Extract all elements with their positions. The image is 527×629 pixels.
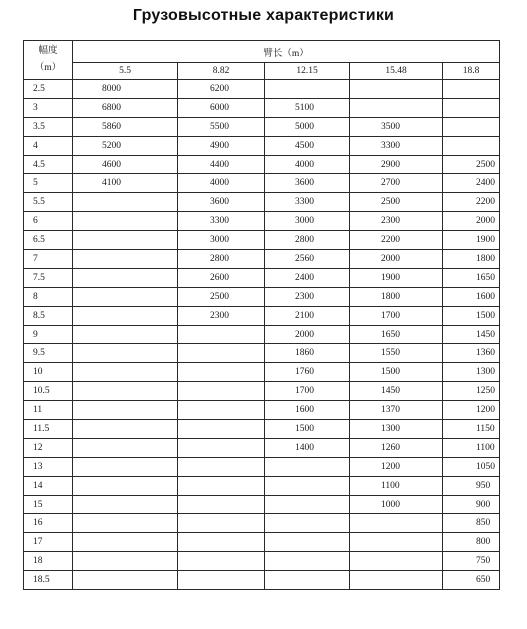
load-value-cell: 1900 (443, 231, 500, 250)
load-value-cell: 2300 (178, 306, 265, 325)
radius-cell: 12 (24, 438, 73, 457)
load-value-cell: 1200 (443, 401, 500, 420)
load-value-cell: 5100 (265, 98, 350, 117)
table-body (24, 80, 500, 590)
table-row (24, 268, 500, 287)
radius-cell: 10.5 (24, 382, 73, 401)
boom-length-col-5: 18.8 (443, 63, 500, 80)
load-value-cell: 3300 (350, 136, 443, 155)
load-value-cell (443, 136, 500, 155)
radius-cell: 2.5 (24, 80, 73, 99)
load-value-cell (73, 401, 178, 420)
load-value-cell: 1600 (443, 287, 500, 306)
load-value-cell: 1300 (443, 363, 500, 382)
load-value-cell (178, 552, 265, 571)
table-row (24, 401, 500, 420)
load-value-cell: 2300 (350, 212, 443, 231)
table-row (24, 363, 500, 382)
radius-cell: 7.5 (24, 268, 73, 287)
load-value-cell: 3500 (350, 117, 443, 136)
table-row (24, 514, 500, 533)
load-value-cell: 3000 (178, 231, 265, 250)
load-value-cell (73, 363, 178, 382)
load-value-cell: 2900 (350, 155, 443, 174)
table-row (24, 344, 500, 363)
load-value-cell (265, 533, 350, 552)
table-row (24, 155, 500, 174)
load-value-cell: 8000 (73, 80, 178, 99)
load-value-cell (178, 344, 265, 363)
load-value-cell: 3300 (265, 193, 350, 212)
radius-cell: 17 (24, 533, 73, 552)
load-value-cell (73, 268, 178, 287)
table-row (24, 80, 500, 99)
load-value-cell (178, 514, 265, 533)
load-value-cell: 1360 (443, 344, 500, 363)
load-value-cell: 2500 (443, 155, 500, 174)
load-value-cell: 1500 (265, 420, 350, 439)
load-value-cell: 2800 (265, 231, 350, 250)
load-value-cell (178, 571, 265, 590)
page-title: Грузовысотные характеристики (132, 7, 395, 24)
load-chart-table (23, 40, 500, 590)
load-value-cell: 2200 (350, 231, 443, 250)
boom-length-col-4: 15.48 (350, 63, 443, 80)
load-value-cell (73, 533, 178, 552)
load-value-cell: 3600 (265, 174, 350, 193)
radius-cell: 14 (24, 476, 73, 495)
table-row (24, 420, 500, 439)
radius-cell: 3 (24, 98, 73, 117)
load-value-cell: 5500 (178, 117, 265, 136)
table-row (24, 438, 500, 457)
load-value-cell (350, 533, 443, 552)
load-value-cell (73, 250, 178, 269)
load-value-cell: 1300 (350, 420, 443, 439)
load-value-cell: 1650 (350, 325, 443, 344)
table-row (24, 457, 500, 476)
boom-length-header: 臂长（m） (73, 41, 500, 63)
table-row (24, 552, 500, 571)
radius-cell: 16 (24, 514, 73, 533)
load-value-cell: 1550 (350, 344, 443, 363)
load-value-cell (73, 306, 178, 325)
load-value-cell: 1700 (350, 306, 443, 325)
load-value-cell: 2100 (265, 306, 350, 325)
table-row (24, 533, 500, 552)
load-value-cell (178, 420, 265, 439)
header-row-group (24, 41, 500, 63)
load-value-cell: 1650 (443, 268, 500, 287)
load-value-cell: 2400 (443, 174, 500, 193)
load-value-cell: 6800 (73, 98, 178, 117)
load-value-cell: 2560 (265, 250, 350, 269)
load-value-cell: 1500 (350, 363, 443, 382)
load-value-cell (350, 514, 443, 533)
load-value-cell (178, 382, 265, 401)
load-value-cell (73, 212, 178, 231)
load-value-cell (73, 344, 178, 363)
load-value-cell (265, 80, 350, 99)
load-value-cell (265, 457, 350, 476)
radius-header (24, 41, 73, 80)
radius-cell: 10 (24, 363, 73, 382)
load-value-cell: 1050 (443, 457, 500, 476)
header-row-lengths (24, 63, 500, 80)
load-value-cell (73, 495, 178, 514)
load-value-cell (73, 231, 178, 250)
load-value-cell (265, 495, 350, 514)
load-value-cell: 1100 (443, 438, 500, 457)
load-value-cell (265, 476, 350, 495)
load-value-cell: 2000 (350, 250, 443, 269)
load-value-cell: 4600 (73, 155, 178, 174)
radius-cell: 15 (24, 495, 73, 514)
load-value-cell (265, 514, 350, 533)
load-value-cell: 1450 (350, 382, 443, 401)
load-value-cell (73, 476, 178, 495)
load-value-cell (178, 533, 265, 552)
radius-cell: 7 (24, 250, 73, 269)
load-value-cell: 4400 (178, 155, 265, 174)
radius-cell: 13 (24, 457, 73, 476)
radius-cell: 8.5 (24, 306, 73, 325)
radius-cell: 9.5 (24, 344, 73, 363)
load-value-cell: 2800 (178, 250, 265, 269)
load-value-cell (350, 80, 443, 99)
load-value-cell: 1260 (350, 438, 443, 457)
load-value-cell: 3600 (178, 193, 265, 212)
load-value-cell: 1500 (443, 306, 500, 325)
radius-header-label: 幅度 (38, 46, 58, 56)
load-value-cell: 2600 (178, 268, 265, 287)
load-value-cell (178, 325, 265, 344)
load-value-cell: 2200 (443, 193, 500, 212)
load-value-cell: 1000 (350, 495, 443, 514)
load-value-cell (73, 457, 178, 476)
radius-cell: 4 (24, 136, 73, 155)
load-value-cell: 4000 (178, 174, 265, 193)
radius-cell: 5 (24, 174, 73, 193)
load-value-cell (443, 117, 500, 136)
radius-header-unit: （m） (34, 63, 62, 73)
load-value-cell: 2300 (265, 287, 350, 306)
load-value-cell: 4500 (265, 136, 350, 155)
radius-cell: 6.5 (24, 231, 73, 250)
load-value-cell: 2500 (178, 287, 265, 306)
load-value-cell: 900 (443, 495, 500, 514)
load-value-cell (178, 476, 265, 495)
load-value-cell (178, 495, 265, 514)
radius-cell: 5.5 (24, 193, 73, 212)
table-row (24, 325, 500, 344)
load-value-cell: 1900 (350, 268, 443, 287)
radius-cell: 9 (24, 325, 73, 344)
boom-length-col-2: 8.82 (178, 63, 265, 80)
radius-cell: 18.5 (24, 571, 73, 590)
load-value-cell (73, 420, 178, 439)
load-value-cell (265, 571, 350, 590)
table-row (24, 174, 500, 193)
load-value-cell (350, 98, 443, 117)
load-value-cell (443, 80, 500, 99)
table-row (24, 571, 500, 590)
load-value-cell: 1600 (265, 401, 350, 420)
load-value-cell: 1150 (443, 420, 500, 439)
radius-cell: 3.5 (24, 117, 73, 136)
table-row (24, 212, 500, 231)
table-row (24, 382, 500, 401)
boom-length-col-1: 5.5 (73, 63, 178, 80)
load-value-cell: 2500 (350, 193, 443, 212)
load-value-cell: 1370 (350, 401, 443, 420)
load-value-cell: 1400 (265, 438, 350, 457)
table-row (24, 287, 500, 306)
load-value-cell: 2400 (265, 268, 350, 287)
load-value-cell (178, 363, 265, 382)
load-value-cell: 1800 (443, 250, 500, 269)
radius-cell: 4.5 (24, 155, 73, 174)
load-value-cell: 5000 (265, 117, 350, 136)
radius-cell: 6 (24, 212, 73, 231)
table-row (24, 136, 500, 155)
load-value-cell: 1100 (350, 476, 443, 495)
load-value-cell: 4000 (265, 155, 350, 174)
load-value-cell: 950 (443, 476, 500, 495)
table-row (24, 193, 500, 212)
load-value-cell (73, 552, 178, 571)
load-value-cell: 4100 (73, 174, 178, 193)
radius-cell: 11 (24, 401, 73, 420)
load-value-cell (73, 571, 178, 590)
radius-cell: 11.5 (24, 420, 73, 439)
load-value-cell (73, 438, 178, 457)
table-row (24, 117, 500, 136)
table-row (24, 495, 500, 514)
load-value-cell (73, 382, 178, 401)
load-value-cell: 800 (443, 533, 500, 552)
radius-cell: 8 (24, 287, 73, 306)
load-value-cell: 850 (443, 514, 500, 533)
load-value-cell (178, 457, 265, 476)
load-value-cell (73, 287, 178, 306)
table-row (24, 231, 500, 250)
load-value-cell: 1800 (350, 287, 443, 306)
load-value-cell (73, 193, 178, 212)
load-value-cell: 3300 (178, 212, 265, 231)
load-value-cell: 2000 (443, 212, 500, 231)
load-value-cell (350, 552, 443, 571)
load-value-cell: 5200 (73, 136, 178, 155)
load-value-cell: 6000 (178, 98, 265, 117)
load-value-cell: 2000 (265, 325, 350, 344)
load-value-cell (443, 98, 500, 117)
table-header (24, 41, 500, 80)
load-value-cell (178, 401, 265, 420)
load-value-cell: 3000 (265, 212, 350, 231)
load-value-cell: 750 (443, 552, 500, 571)
load-value-cell: 2700 (350, 174, 443, 193)
load-value-cell: 5860 (73, 117, 178, 136)
load-value-cell: 4900 (178, 136, 265, 155)
table-row (24, 250, 500, 269)
table-row (24, 98, 500, 117)
table-row (24, 306, 500, 325)
load-value-cell: 6200 (178, 80, 265, 99)
load-value-cell (350, 571, 443, 590)
load-value-cell: 1760 (265, 363, 350, 382)
load-value-cell (73, 514, 178, 533)
table-row (24, 476, 500, 495)
load-value-cell: 1250 (443, 382, 500, 401)
load-value-cell: 1700 (265, 382, 350, 401)
load-value-cell: 1200 (350, 457, 443, 476)
load-value-cell: 650 (443, 571, 500, 590)
load-value-cell (265, 552, 350, 571)
load-value-cell: 1450 (443, 325, 500, 344)
load-value-cell (178, 438, 265, 457)
boom-length-col-3: 12.15 (265, 63, 350, 80)
load-value-cell: 1860 (265, 344, 350, 363)
radius-cell: 18 (24, 552, 73, 571)
load-value-cell (73, 325, 178, 344)
